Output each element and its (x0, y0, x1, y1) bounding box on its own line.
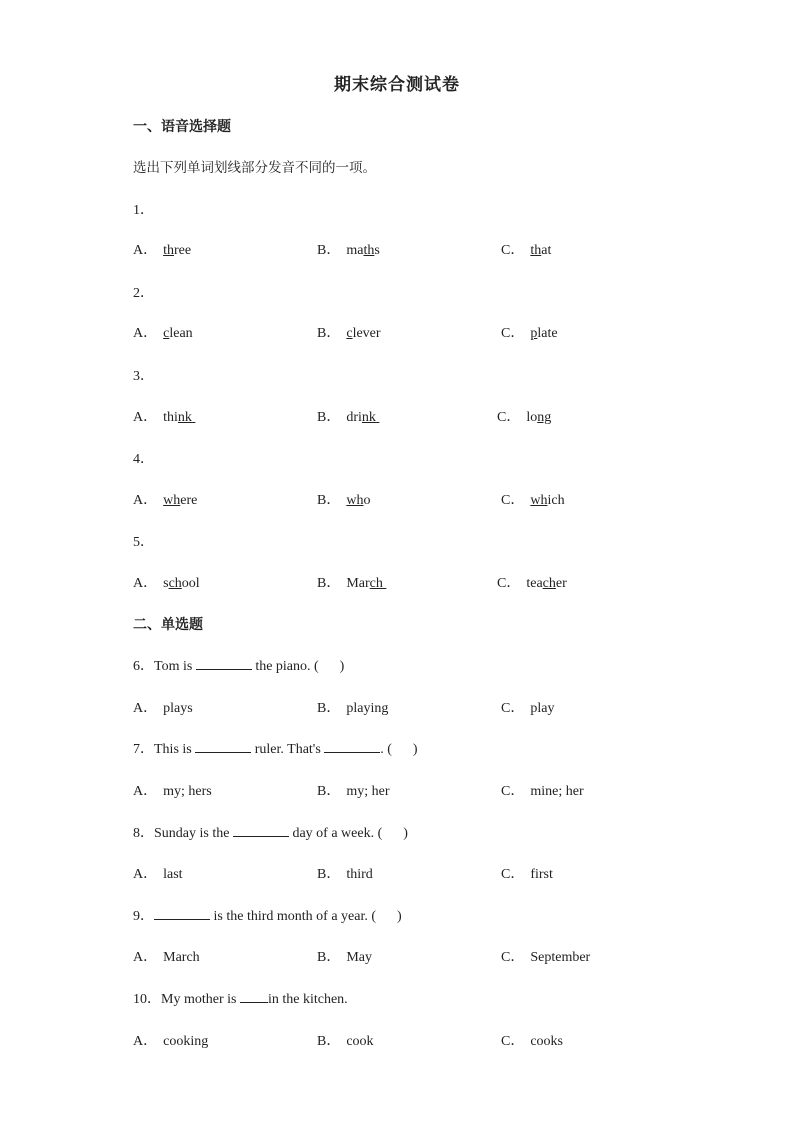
question-number: 8． (133, 826, 154, 841)
question-number: 1． (133, 203, 154, 218)
option-text: cooks (530, 1034, 564, 1049)
option-b[interactable] (317, 780, 390, 800)
option-a[interactable] (133, 1030, 208, 1050)
option-letter: A． (133, 1034, 158, 1049)
option-text: third (346, 867, 373, 882)
word-part: ma (346, 243, 364, 258)
option-letter: B． (317, 326, 341, 341)
option-a[interactable] (133, 946, 200, 966)
word-part: dri (346, 410, 362, 425)
word-part: lever (352, 326, 381, 341)
option-a[interactable] (133, 489, 197, 509)
option-letter: C． (501, 784, 525, 799)
option-c[interactable] (501, 780, 584, 800)
question-part: the piano. ( ) (251, 659, 345, 674)
question-text (133, 905, 402, 925)
option-b[interactable] (317, 239, 380, 259)
option-a[interactable] (133, 863, 183, 883)
option-a[interactable] (133, 572, 200, 592)
question-part: in the kitchen. (267, 992, 348, 1007)
answer-blank[interactable] (195, 740, 251, 753)
option-letter: B． (317, 867, 341, 882)
option-letter: C． (497, 410, 521, 425)
option-text: plays (163, 701, 193, 716)
option-b[interactable] (317, 863, 373, 883)
question-number: 3． (133, 369, 154, 384)
option-text: September (530, 950, 591, 965)
option-letter: B． (317, 1034, 341, 1049)
underlined-part: c (163, 326, 170, 341)
question-part: day of a week. ( ) (288, 826, 408, 841)
question-number: 5． (133, 535, 154, 550)
word-part: s (374, 243, 380, 258)
underlined-part: ch (542, 576, 556, 591)
question-number: 10． (133, 992, 161, 1007)
option-b[interactable] (317, 697, 388, 717)
option-letter: C． (501, 243, 525, 258)
option-c[interactable] (501, 863, 553, 883)
option-c[interactable] (501, 322, 558, 342)
option-letter: B． (317, 784, 341, 799)
answer-blank[interactable] (324, 740, 380, 753)
option-text: last (163, 867, 183, 882)
option-text: mine; her (530, 784, 584, 799)
option-a[interactable] (133, 406, 195, 426)
option-letter: A． (133, 784, 158, 799)
option-text: cooking (163, 1034, 209, 1049)
word-part: o (363, 493, 371, 508)
word-part: ich (547, 493, 565, 508)
option-letter: C． (501, 867, 525, 882)
word-part: lo (526, 410, 538, 425)
option-letter: B． (317, 410, 341, 425)
underlined-part: ch (369, 576, 387, 591)
question-part: Sunday is the (154, 826, 233, 841)
option-c[interactable] (501, 946, 590, 966)
option-b[interactable] (317, 406, 379, 426)
option-letter: A． (133, 243, 158, 258)
option-c[interactable] (501, 239, 551, 259)
option-letter: B． (317, 493, 341, 508)
answer-blank[interactable] (154, 907, 210, 920)
word-part: Mar (346, 576, 370, 591)
answer-blank[interactable] (233, 824, 289, 837)
option-b[interactable] (317, 946, 372, 966)
option-text: playing (346, 701, 389, 716)
option-a[interactable] (133, 322, 193, 342)
option-letter: A． (133, 576, 158, 591)
option-c[interactable] (497, 406, 551, 426)
underlined-part: p (530, 326, 538, 341)
option-c[interactable] (501, 1030, 563, 1050)
question-part: This is (154, 742, 196, 757)
question-text (133, 822, 408, 842)
option-a[interactable] (133, 780, 212, 800)
word-part: thi (163, 410, 178, 425)
answer-blank[interactable] (196, 657, 252, 670)
option-letter: C． (501, 701, 525, 716)
question-text (133, 738, 418, 758)
section-heading-choice: 二、单选题 (133, 617, 203, 633)
option-letter: C． (501, 493, 525, 508)
option-c[interactable] (501, 697, 554, 717)
question-number: 2． (133, 286, 154, 301)
underlined-part: wh (163, 493, 181, 508)
option-letter: A． (133, 410, 158, 425)
option-letter: A． (133, 493, 158, 508)
word-part: lean (169, 326, 193, 341)
option-text: play (530, 701, 555, 716)
option-text: March (163, 950, 200, 965)
question-part: . ( ) (380, 742, 418, 757)
option-letter: A． (133, 326, 158, 341)
option-b[interactable] (317, 1030, 374, 1050)
underlined-part: th (363, 243, 375, 258)
underlined-part: wh (346, 493, 364, 508)
question-part: is the third month of a year. ( ) (210, 909, 402, 924)
underlined-part: th (530, 243, 542, 258)
word-part: ree (174, 243, 192, 258)
option-letter: B． (317, 701, 341, 716)
phonics-instruction: 选出下列单词划线部分发音不同的一项。 (133, 160, 376, 176)
question-part: ruler. That's (251, 742, 325, 757)
word-part: at (541, 243, 552, 258)
question-part: Tom is (154, 659, 196, 674)
underlined-part: nk (361, 410, 380, 425)
question-text (133, 655, 344, 675)
question-part: My mother is (161, 992, 240, 1007)
underlined-part: c (346, 326, 353, 341)
option-b[interactable] (317, 489, 370, 509)
option-letter: C． (501, 326, 525, 341)
section-heading-phonics: 一、语音选择题 (133, 119, 231, 135)
word-part: tea (526, 576, 543, 591)
option-c[interactable] (501, 489, 565, 509)
question-number: 4． (133, 452, 154, 467)
option-letter: B． (317, 950, 341, 965)
option-letter: B． (317, 243, 341, 258)
option-c[interactable] (497, 572, 567, 592)
word-part: late (537, 326, 558, 341)
option-text: cook (346, 1034, 374, 1049)
option-text: my; hers (163, 784, 212, 799)
word-part: er (555, 576, 567, 591)
option-text: first (530, 867, 553, 882)
option-letter: A． (133, 950, 158, 965)
option-b[interactable] (317, 322, 381, 342)
answer-blank[interactable] (240, 990, 268, 1003)
question-number: 6． (133, 659, 154, 674)
option-a[interactable] (133, 697, 193, 717)
option-text: my; her (346, 784, 390, 799)
underlined-part: ng (537, 410, 552, 425)
option-letter: C． (501, 950, 525, 965)
option-letter: A． (133, 867, 158, 882)
option-a[interactable] (133, 239, 191, 259)
option-letter: A． (133, 701, 158, 716)
question-number: 7． (133, 742, 154, 757)
underlined-part: wh (530, 493, 548, 508)
option-b[interactable] (317, 572, 386, 592)
word-part: ool (181, 576, 200, 591)
word-part: ere (180, 493, 198, 508)
option-text: May (346, 950, 373, 965)
underlined-part: ch (168, 576, 182, 591)
option-letter: C． (497, 576, 521, 591)
option-letter: B． (317, 576, 341, 591)
page-title: 期末综合测试卷 (334, 75, 460, 95)
underlined-part: nk (177, 410, 196, 425)
question-number: 9． (133, 909, 154, 924)
option-letter: C． (501, 1034, 525, 1049)
underlined-part: th (163, 243, 175, 258)
word-part: s (163, 576, 169, 591)
question-text (133, 988, 348, 1008)
